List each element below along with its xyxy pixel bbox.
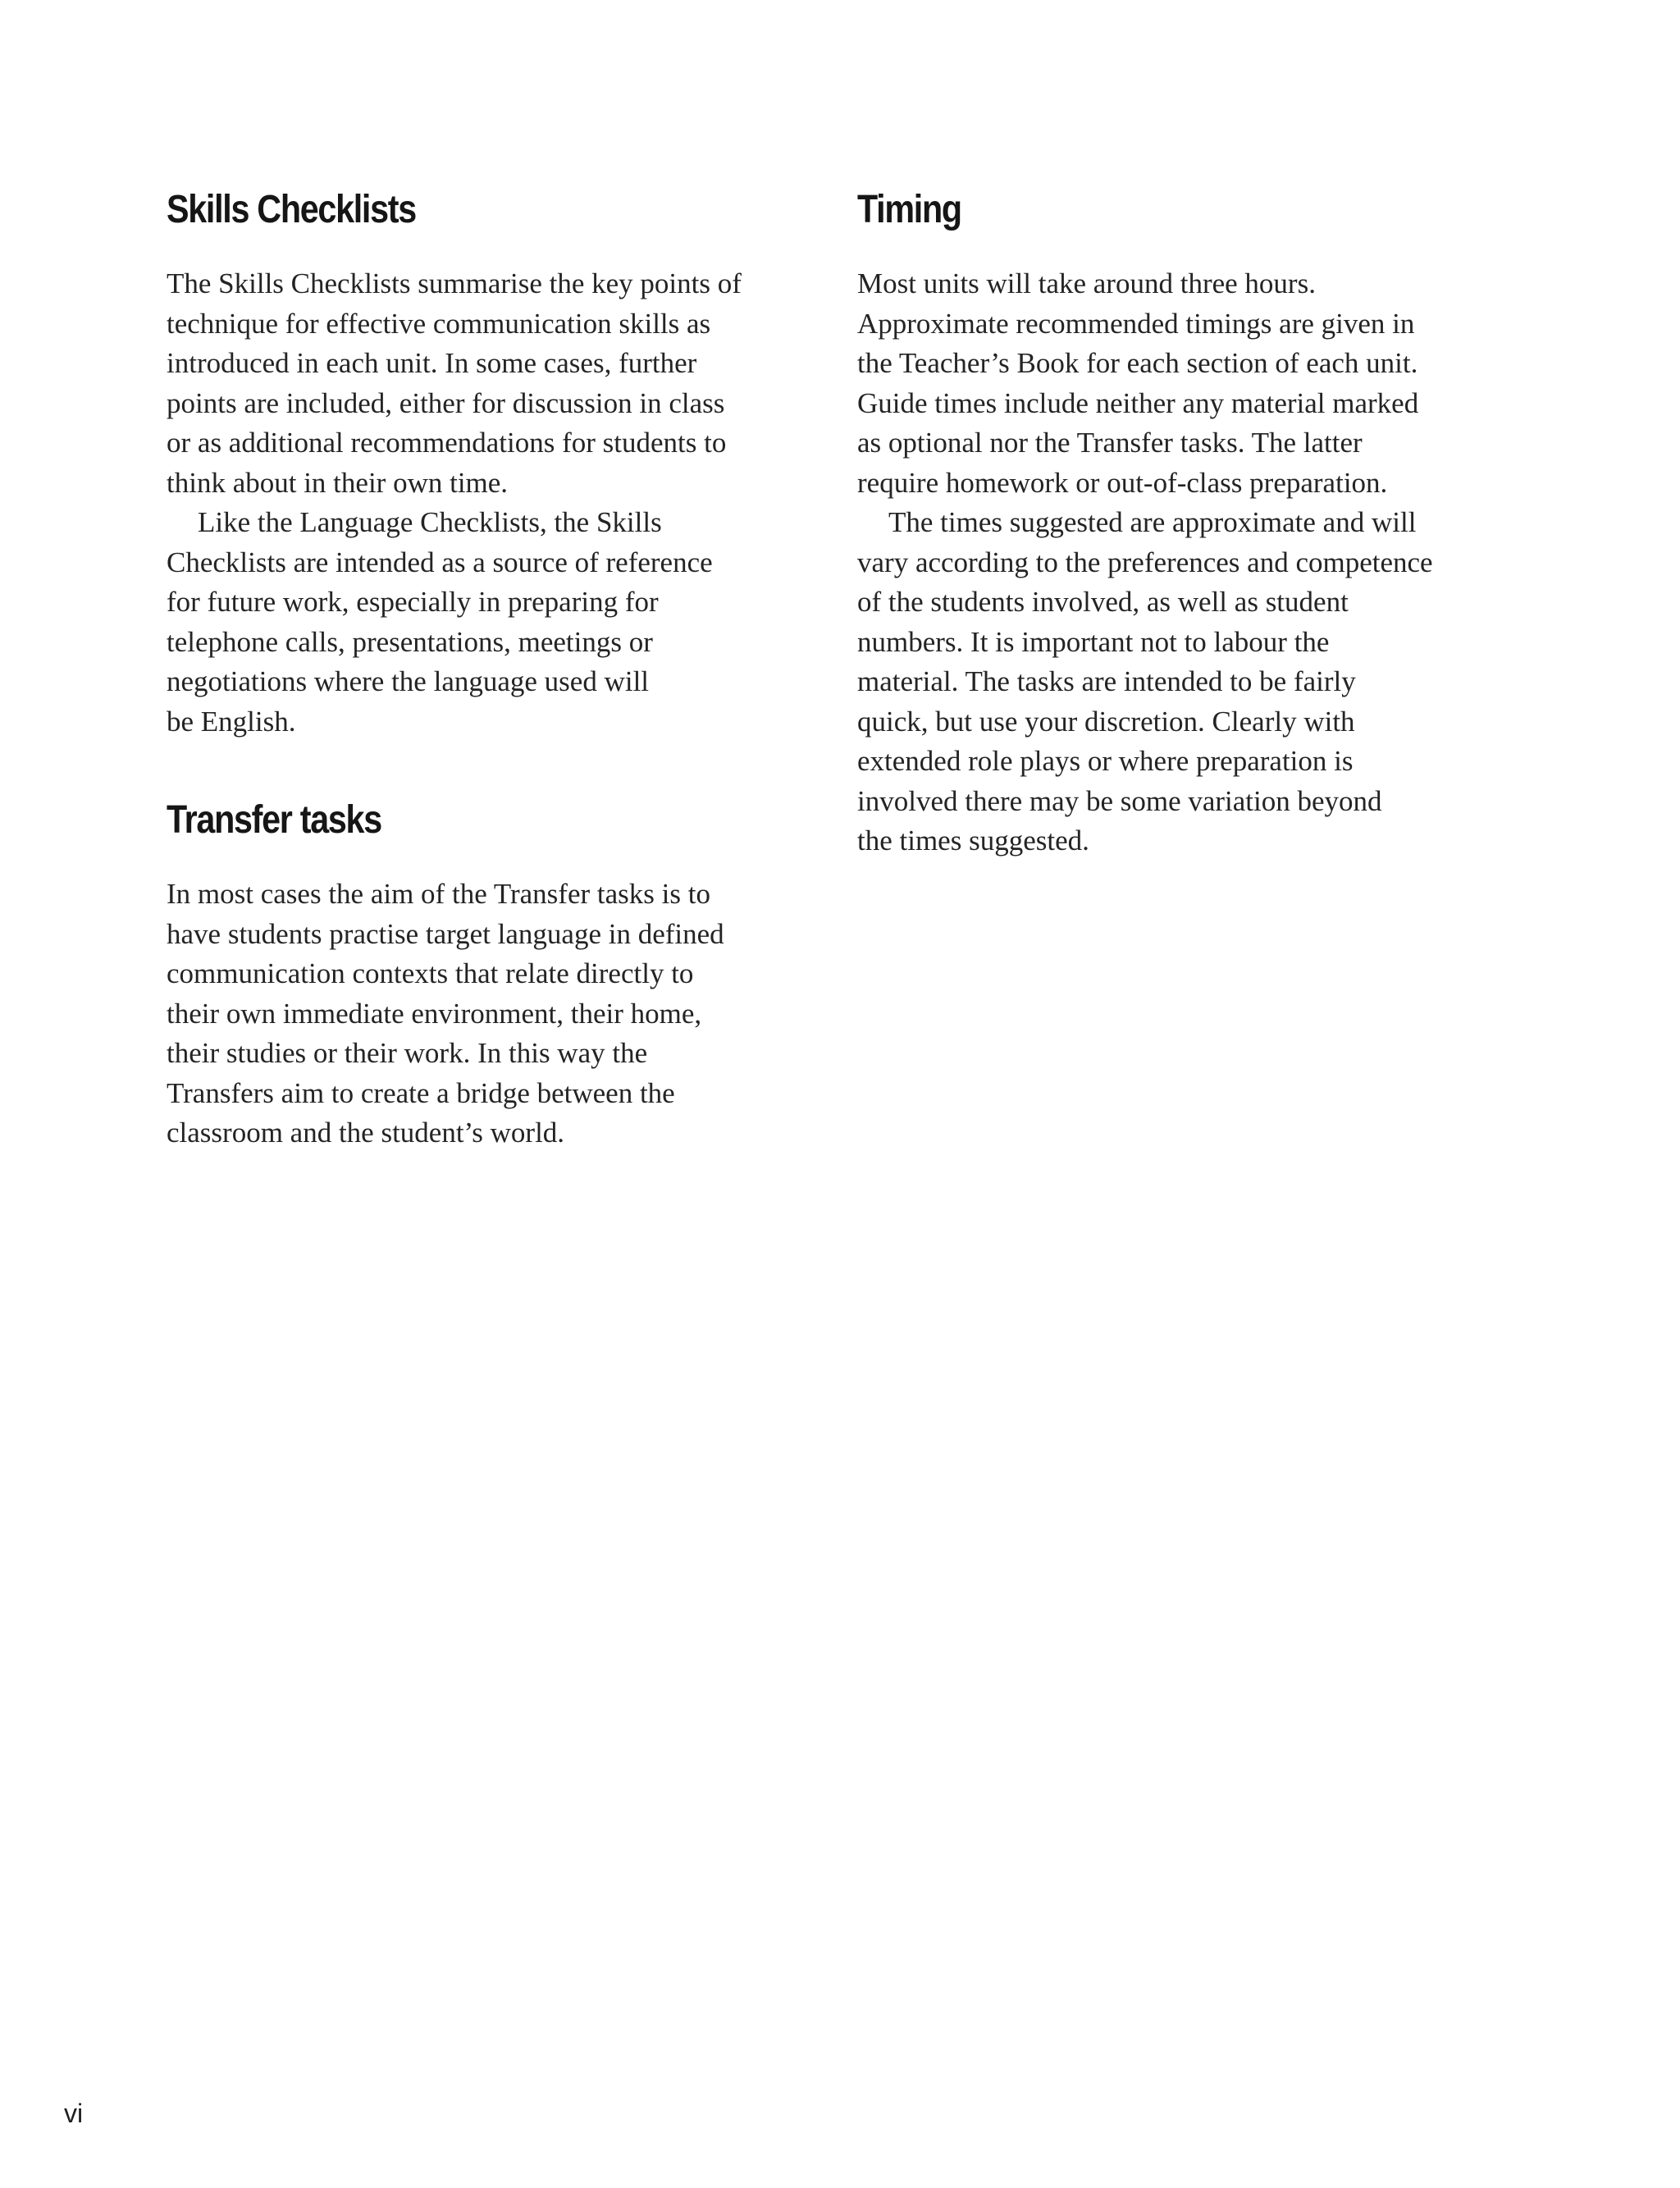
skills-checklists-heading: Skills Checklists (167, 188, 416, 231)
transfer-tasks-paragraph-1: In most cases the aim of the Transfer tasks is to have students practise target language in defined communication contexts that relate directly to their own immediate environment, their home, their studies or their work. In this way the Transfers aim to create a bridge between the classroom and the student’s world. (167, 878, 724, 1149)
page-number: vi (64, 2099, 84, 2128)
timing-paragraph-1: Most units will take around three hours. Approximate recommended timings are given in the Teacher’s Book for each section of each unit. Guide times include neither any material marked as optional nor the Transfer tasks. The latter require homework or out-of-class preparation. (857, 267, 1419, 499)
skills-checklists-paragraph-2: Like the Language Checklists, the Skills Checklists are intended as a source of reference for future work, especially in preparing for telephone calls, presentations, meetings or negotiations where the language used will be English. (167, 506, 713, 738)
timing-heading: Timing (857, 188, 961, 231)
timing-paragraph-2: The times suggested are approximate and will vary according to the preferences and competence of the students involved, as well as student numbers. It is important not to labour the material. The tasks are intended to be fairly quick, but use your discretion. Clearly with extended role plays or where preparation is involved there may be some variation beyond the times suggested. (857, 506, 1433, 856)
skills-checklists-section (167, 190, 806, 742)
transfer-tasks-heading: Transfer tasks (167, 798, 381, 842)
skills-checklists-paragraph-1: The Skills Checklists summarise the key points of technique for effective communication skills as introduced in each unit. In some cases, further points are included, either for discussion in class or as additional recommendations for students to think about in their own time. (167, 267, 742, 499)
left-column (167, 190, 806, 1153)
transfer-tasks-section (167, 798, 806, 1153)
timing-section (857, 190, 1497, 861)
right-column (857, 190, 1497, 861)
